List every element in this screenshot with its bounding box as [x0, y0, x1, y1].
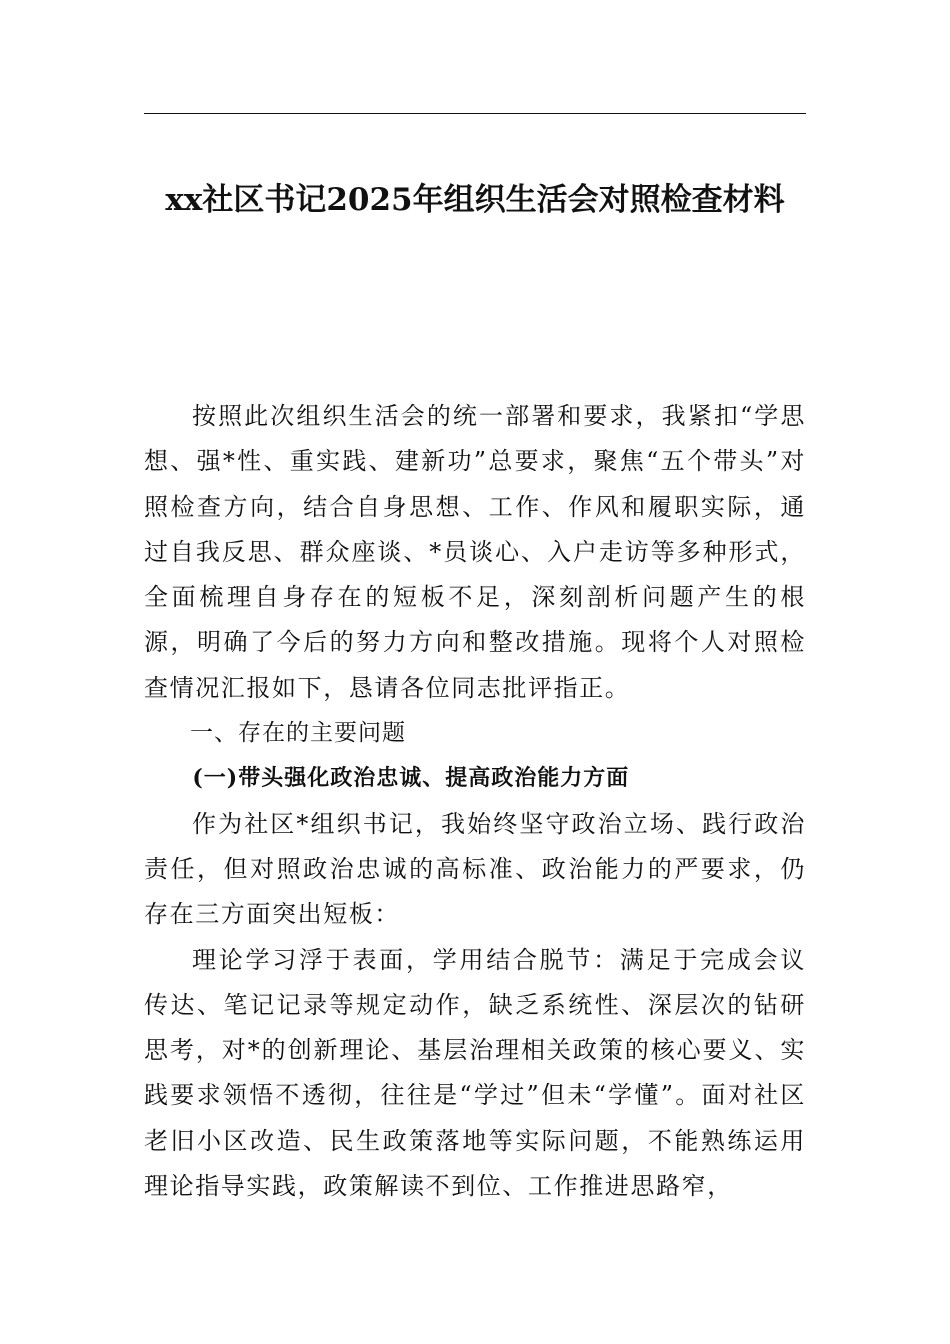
body-paragraph: 理论学习浮于表面，学用结合脱节：满足于完成会议传达、笔记记录等规定动作，缺乏系统性、深层次的钻研思考，对*的创新理论、基层治理相关政策的核心要义、实践要求领悟不透彻，往往是“学过”但未“学懂”。面对社区老旧小区改造、民生政策落地等实际问题，不能熟练运用理论指导实践，政策解读不到位、工作推进思路窄，: [144, 945, 806, 1201]
document-body: [144, 394, 806, 1209]
subsection-heading-political-loyalty: (一)带头强化政治忠诚、提高政治能力方面: [192, 765, 630, 792]
section-heading-problems: 一、存在的主要问题: [190, 720, 406, 747]
intro-paragraph: 按照此次组织生活会的统一部署和要求，我紧扣“学思想、强*性、重实践、建新功”总要求，聚焦“五个带头”对照检查方向，结合自身思想、工作、作风和履职实际，通过自我反思、群众座谈、*员谈心、入户走访等多种形式，全面梳理自身存在的短板不足，深刻剖析问题产生的根源，明确了今后的努力方向和整改措施。现将个人对照检查情况汇报如下，恳请各位同志批评指正。: [144, 402, 806, 702]
body-paragraph: 作为社区*组织书记，我始终坚守政治立场、践行政治责任，但对照政治忠诚的高标准、政治能力的严要求，仍存在三方面突出短板：: [144, 809, 806, 929]
header-rule: [144, 113, 806, 114]
document-title: xx社区书记2025年组织生活会对照检查材料: [165, 182, 785, 218]
